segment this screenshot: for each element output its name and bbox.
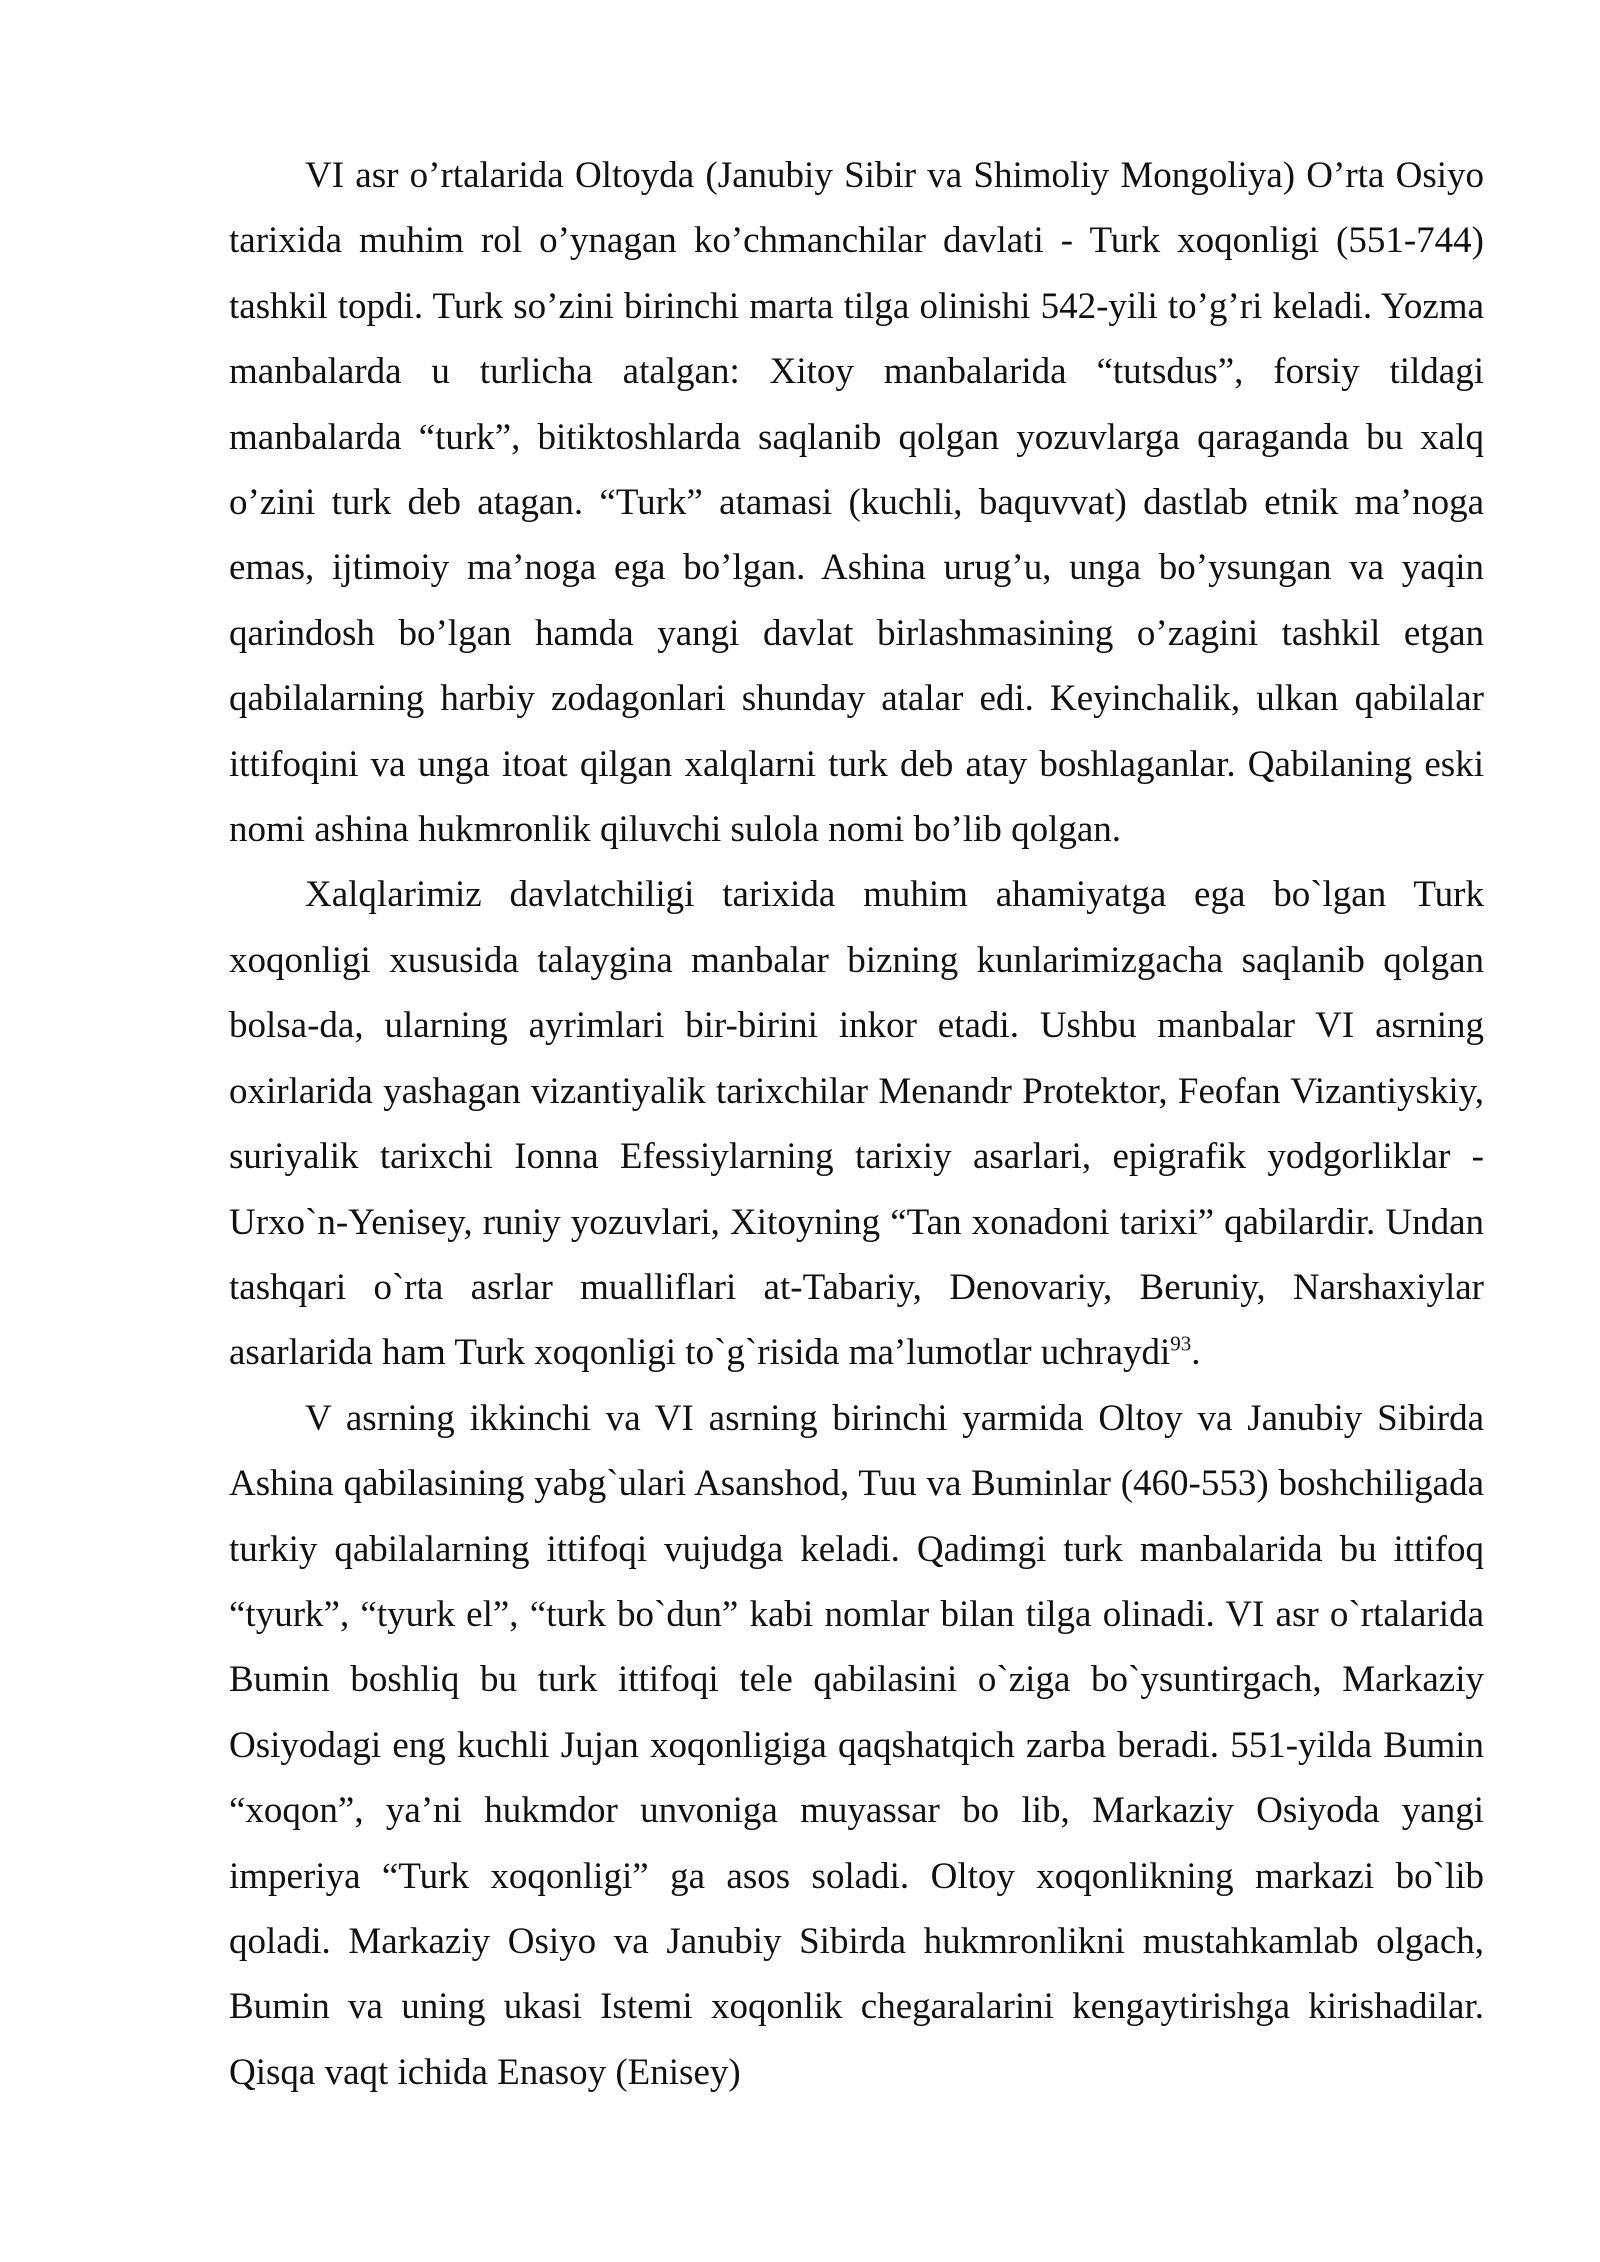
paragraph-sources-tail: . <box>1191 1332 1201 1374</box>
footnote-marker: 93 <box>1170 1331 1192 1356</box>
paragraph-turk-khaganate-origin: VI asr o’rtalarida Oltoyda (Janubiy Sibir va Shimoliy Mongoliya) O’rta Osiyo tarixida muhim rol o’ynagan ko’chmanchilar davlati - Turk xoqonligi (551-744) tashkil topdi. Turk so’zini birinchi marta tilga olinishi 542-yili to’g’ri keladi. Yozma manbalarda u turlicha atalgan: Xitoy manbalarida “tutsdus”, forsiy tildagi manbalarda “turk”, bitiktoshlarda saqlanib qolgan yozuvlarga qaraganda bu xalq o’zini turk deb atagan. “Turk” atamasi (kuchli, baquvvat) dastlab etnik ma’noga emas, ijtimoiy ma’noga ega bo’lgan. Ashina urug’u, unga bo’ysungan va yaqin qarindosh bo’lgan hamda yangi davlat birlashmasining o’zagini tashkil etgan qabilalarning harbiy zodagonlari shunday atalar edi. Keyinchalik, ulkan qabilalar ittifoqini va unga itoat qilgan xalqlarni turk deb atay boshlaganlar. Qabilaning eski nomi ashina hukmronlik qiluvchi sulola nomi bo’lib qolgan. <box>229 155 1484 851</box>
paragraph-ashina-union: V asrning ikkinchi va VI asrning birinchi yarmida Oltoy va Janubiy Sibirda Ashina qabilasining yabg`ulari Asanshod, Tuu va Buminlar (460-553) boshchiligada turkiy qabilalarning ittifoqi vujudga keladi. Qadimgi turk manbalarida bu ittifoq “tyurk”, “tyurk el”, “turk bo`dun” kabi nomlar bilan tilga olinadi. VI asr o`rtalarida Bumin boshliq bu turk ittifoqi tele qabilasini o`ziga bo`ysuntirgach, Markaziy Osiyodagi eng kuchli Jujan xoqonligiga qaqshatqich zarba beradi. 551-yilda Bumin “xoqon”, ya’ni hukmdor unvoniga muyassar bo lib, Markaziy Osiyoda yangi imperiya “Turk xoqonligi” ga asos soladi. Oltoy xoqonlikning markazi bo`lib qoladi. Markaziy Osiyo va Janubiy Sibirda hukmronlikni mustahkamlab olgach, Bumin va uning ukasi Istemi xoqonlik chegaralarini kengaytirishga kirishadilar. Qisqa vaqt ichida Enasoy (Enisey) <box>229 1397 1484 2093</box>
document-body <box>229 143 1484 2105</box>
paragraph-sources-text: Xalqlarimiz davlatchiligi tarixida muhim ahamiyatga ega bo`lgan Turk xoqonligi xususida talaygina manbalar bizning kunlarimizgacha saqlanib qolgan bolsa-da, ularning ayrimlari bir-birini inkor etadi. Ushbu manbalar VI asrning oxirlarida yashagan vizantiyalik tarixchilar Menandr Protektor, Feofan Vizantiyskiy, suriyalik tarixchi Ionna Efessiylarning tarixiy asarlari, epigrafik yodgorliklar - Urxo`n-Yenisey, runiy yozuvlari, Xitoyning “Tan xonadoni tarixi” qabilardir. Undan tashqari o`rta asrlar mualliflari at-Tabariy, Denovariy, Beruniy, Narshaxiylar asarlarida ham Turk xoqonligi to`g`risida ma’lumotlar uchraydi <box>229 874 1484 1374</box>
paragraph-sources <box>229 862 1484 1385</box>
